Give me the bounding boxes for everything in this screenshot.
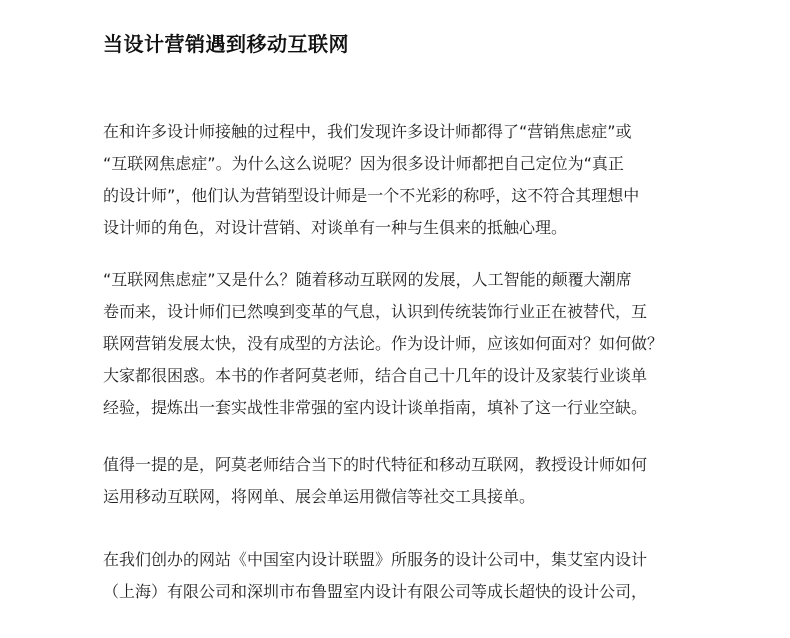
paragraph-line: 经验，提炼出一套实战性非常强的室内设计谈单指南，填补了这一行业空缺。 <box>103 398 648 417</box>
paragraph-mobile-internet <box>103 449 703 513</box>
paragraph-designer-anxiety <box>103 116 703 244</box>
paragraph-line: （上海）有限公司和深圳市布鲁盟室内设计有限公司等成长超快的设计公司， <box>103 582 648 601</box>
paragraph-line: 设计师的角色，对设计营销、对谈单有一种与生俱来的抵触心理。 <box>103 218 568 237</box>
paragraph-line: 大家都很困惑。本书的作者阿莫老师，结合自己十几年的设计及家装行业谈单 <box>103 366 648 385</box>
paragraph-line: 在和许多设计师接触的过程中，我们发现许多设计师都得了“营销焦虑症”或 <box>103 122 632 141</box>
paragraph-line: 联网营销发展太快，没有成型的方法论。作为设计师，应该如何面对？如何做？ <box>103 334 664 353</box>
paragraph-line: 值得一提的是，阿莫老师结合当下的时代特征和移动互联网，教授设计师如何 <box>103 455 648 474</box>
paragraph-line: “互联网焦虑症”又是什么？随着移动互联网的发展，人工智能的颠覆大潮席 <box>103 270 632 289</box>
paragraph-design-alliance <box>103 544 703 608</box>
paragraph-line: 运用移动互联网，将网单、展会单运用微信等社交工具接单。 <box>103 487 536 506</box>
paragraph-internet-anxiety <box>103 264 703 424</box>
article-title: 当设计营销遇到移动互联网 <box>103 32 349 56</box>
paragraph-line: 在我们创办的网站《中国室内设计联盟》所服务的设计公司中，集艾室内设计 <box>103 550 648 569</box>
paragraph-line: 的设计师”，他们认为营销型设计师是一个不光彩的称呼，这不符合其理想中 <box>103 186 640 205</box>
paragraph-line: 卷而来，设计师们已然嗅到变革的气息，认识到传统装饰行业正在被替代，互 <box>103 302 648 321</box>
paragraph-line: “互联网焦虑症”。为什么这么说呢？因为很多设计师都把自己定位为“真正 <box>103 154 624 173</box>
